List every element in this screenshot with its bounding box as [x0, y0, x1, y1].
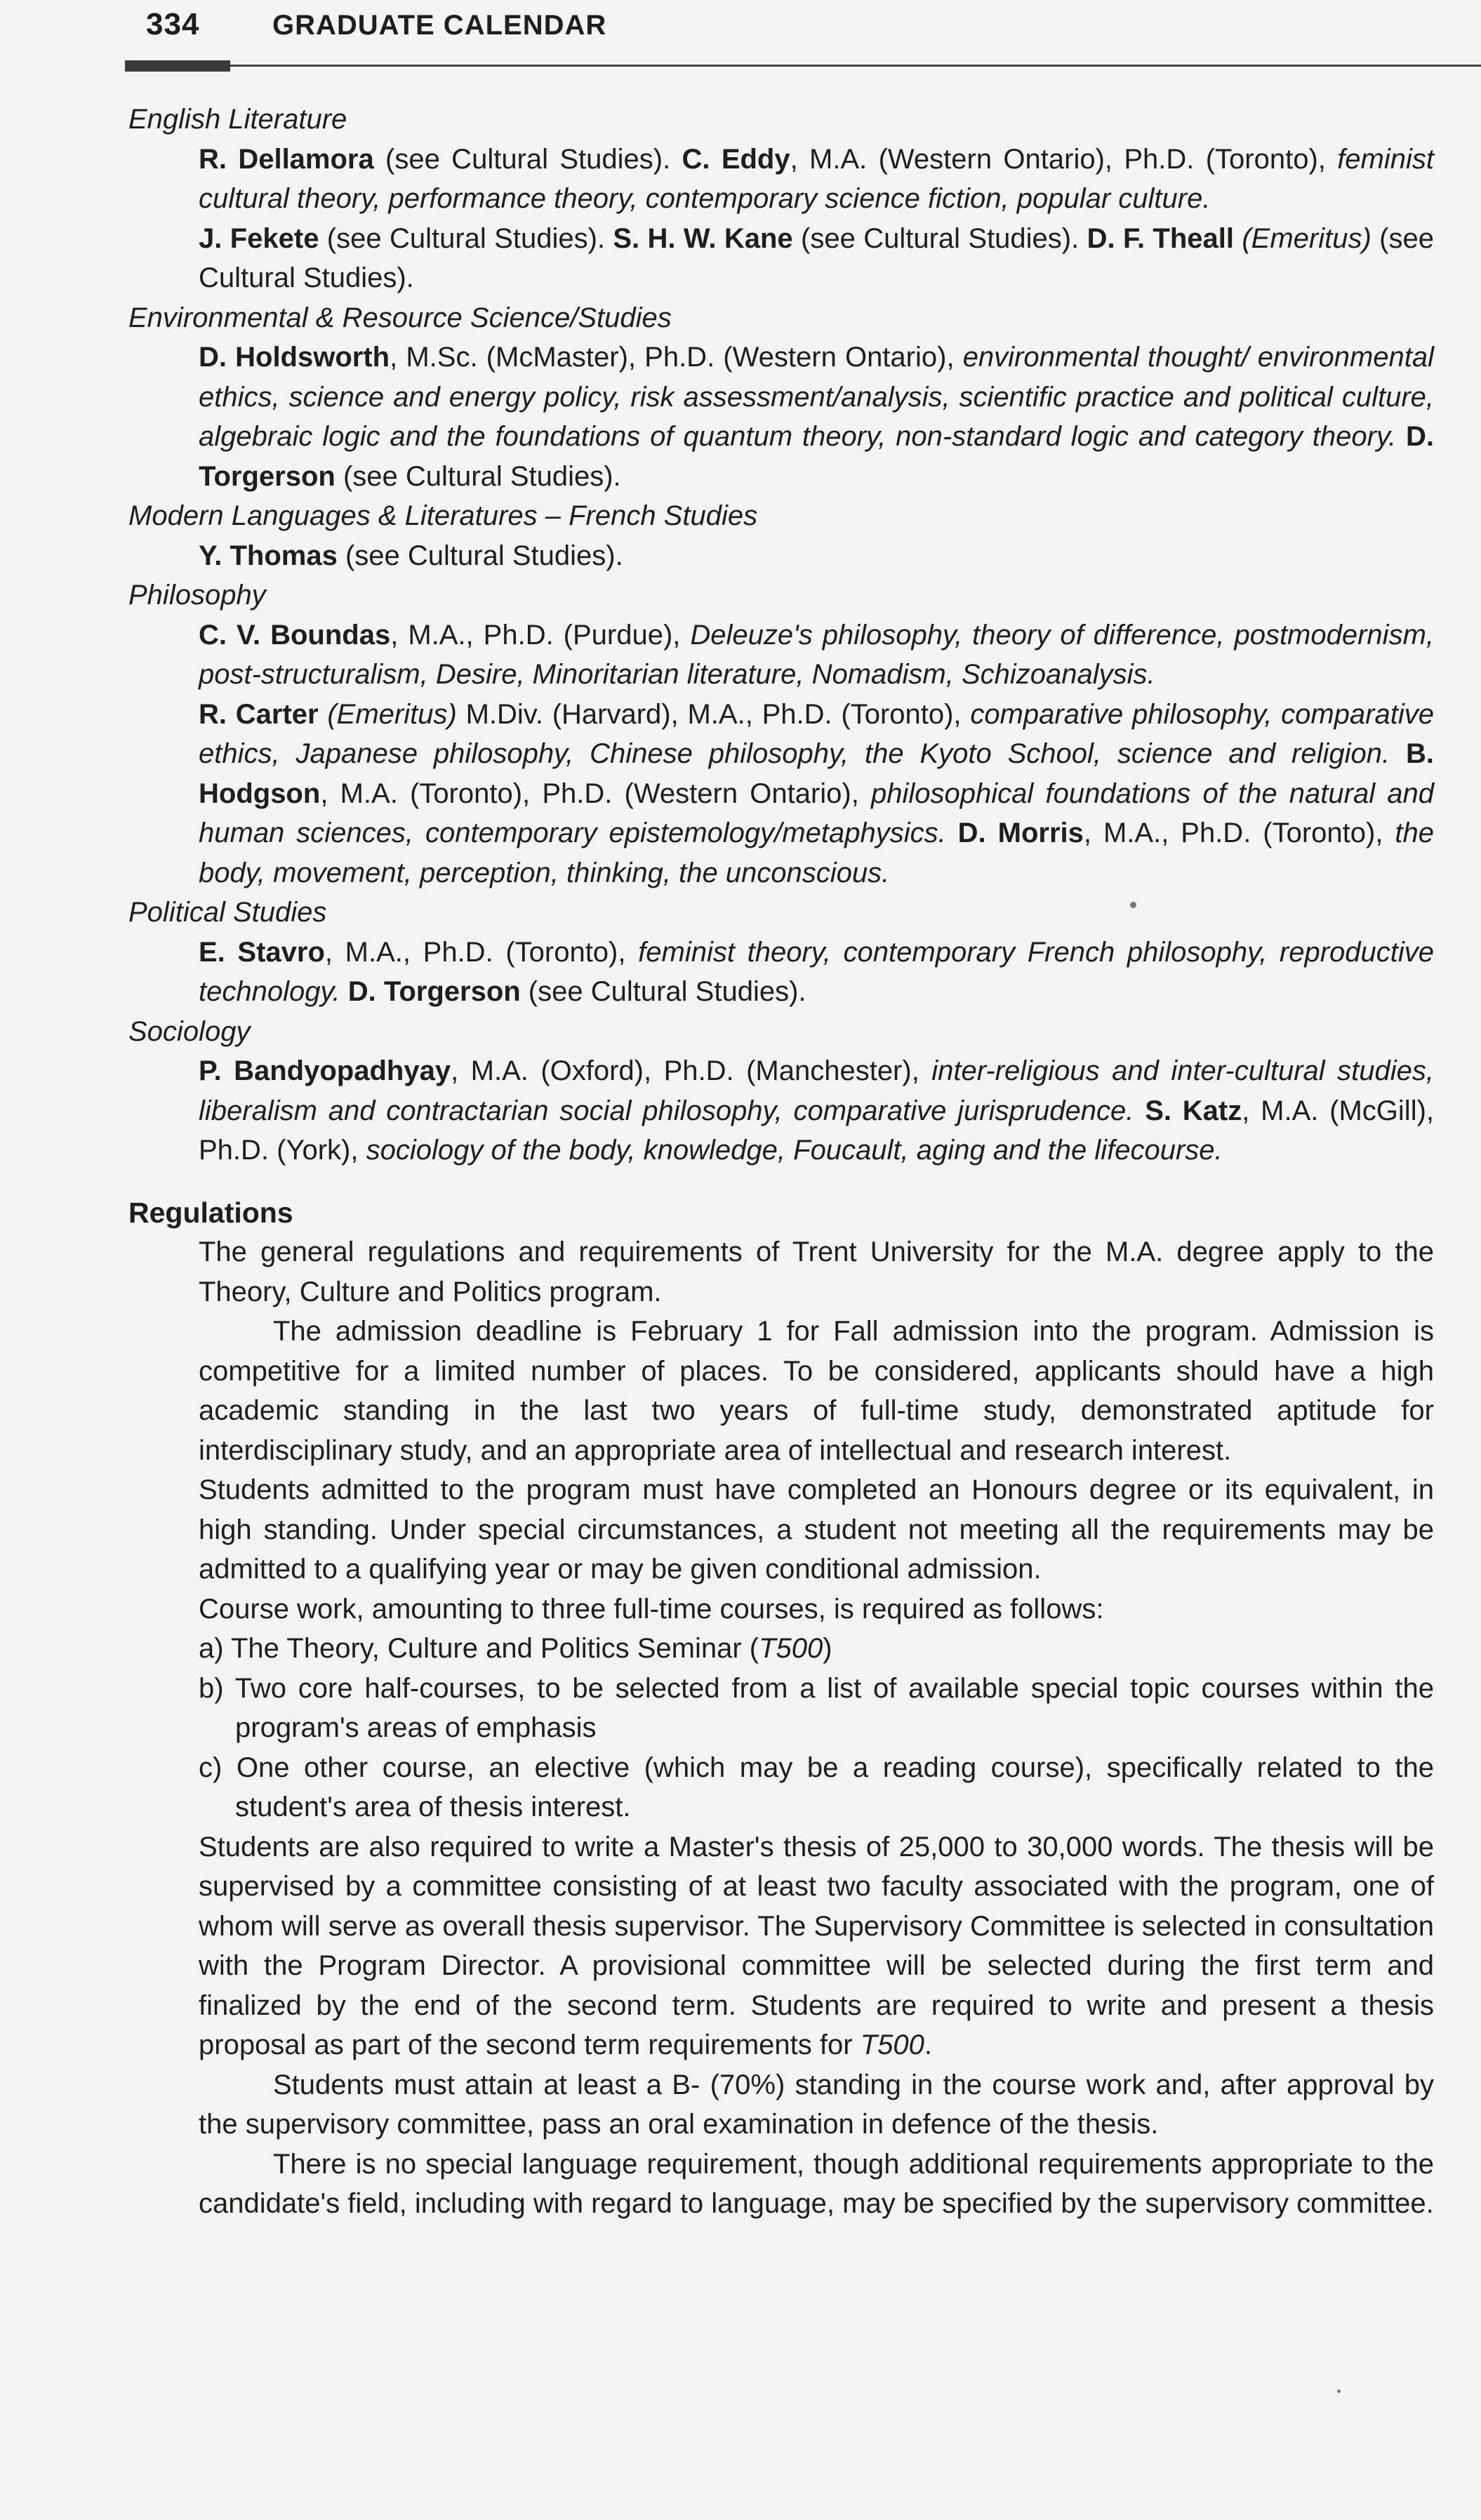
faculty-text [340, 976, 348, 1007]
header-rule-thick [125, 60, 230, 72]
research-interests: comparative philosophy, comparative ethics, Japanese philosophy, Chinese philosophy, the Kyoto School, science and religion. [199, 698, 1434, 769]
faculty-text [1234, 223, 1242, 254]
list-item-text: a) The Theory, Culture and Politics Seminar ( [199, 1633, 759, 1664]
faculty-text: (see Cultural Studies). [792, 222, 1087, 254]
course-code: T500 [759, 1633, 823, 1664]
emeritus-note: (Emeritus) [327, 698, 457, 730]
page-header [125, 6, 1437, 62]
scan-speck [1337, 2389, 1341, 2393]
faculty-text: , M.A. (Western Ontario), Ph.D. (Toronto), [790, 143, 1338, 175]
scan-speck [1130, 902, 1136, 908]
faculty-name: C. Eddy [682, 143, 790, 175]
discipline-heading: Sociology [128, 1015, 251, 1047]
header-rule [230, 65, 1481, 67]
research-interests: feminist theory, contemporary French philosophy, reproductive technology. [199, 936, 1434, 1007]
faculty-text: , M.A., Ph.D. (Purdue), [390, 619, 691, 651]
faculty-name: R. Dellamora [199, 143, 374, 175]
faculty-entry [199, 536, 1434, 576]
course-code: T500 [860, 2029, 924, 2060]
faculty-entry [199, 140, 1434, 298]
faculty-text [1396, 421, 1406, 452]
research-interests: inter-religious and inter-cultural studies, liberalism and contractarian social philosophy, comparative jurisprudence. [199, 1055, 1434, 1126]
faculty-text [1390, 738, 1406, 769]
faculty-name: P. Bandyopadhyay [199, 1055, 451, 1086]
regulations-heading: Regulations [128, 1196, 293, 1229]
language-paragraph: There is no special language requirement, though additional requirements appropriate to the candidate's field, including with regard to language, may be specified by the supervisory committee. [199, 2148, 1434, 2219]
faculty-name: Y. Thomas [199, 540, 338, 571]
running-title: GRADUATE CALENDAR [272, 10, 607, 41]
faculty-name: D. Torgerson [347, 976, 521, 1007]
faculty-text: , M.A. (Toronto), Ph.D. (Western Ontario), [320, 778, 872, 809]
faculty-entry [199, 338, 1434, 496]
faculty-text: (see Cultural Studies). [199, 222, 1434, 293]
research-interests: Deleuze's philosophy, theory of difference, postmodernism, post-structuralism, Desire, Minoritarian literature, Nomadism, Schizoanalysis. [199, 619, 1434, 690]
faculty-text: , M.A. (Oxford), Ph.D. (Manchester), [451, 1055, 932, 1086]
standing-paragraph: Students must attain at least a B- (70%) standing in the course work and, after approval by the supervisory committee, pass an oral examination in defence of the thesis. [199, 2069, 1434, 2140]
page-number: 334 [146, 7, 200, 41]
course-list-item: b) Two core half-courses, to be selected from a list of available special topic courses within the program's areas of emphasis [199, 1672, 1434, 1743]
emeritus-note: (Emeritus) [1242, 222, 1372, 254]
page-content [128, 100, 1434, 2224]
faculty-text: (see Cultural Studies). [373, 143, 682, 175]
discipline-heading: Political Studies [128, 897, 327, 928]
faculty-name: D. F. Theall [1087, 222, 1234, 254]
faculty-name: B. Hodgson [199, 738, 1434, 809]
course-work-intro: Course work, amounting to three full-time courses, is required as follows: [199, 1593, 1104, 1625]
regulations-paragraph: The general regulations and requirements of Trent University for the M.A. degree apply to the Theory, Culture and Politics program. [199, 1236, 1434, 1307]
faculty-entry [199, 695, 1434, 893]
faculty-name: C. V. Boundas [199, 619, 391, 651]
faculty-text: (see Cultural Studies). [335, 460, 621, 492]
discipline-heading: English Literature [128, 104, 347, 135]
faculty-text: M.Div. (Harvard), M.A., Ph.D. (Toronto), [456, 698, 971, 730]
faculty-entry [199, 615, 1434, 695]
research-interests: the body, movement, perception, thinking, the unconscious. [199, 818, 1435, 888]
faculty-text: (see Cultural Studies). [520, 976, 806, 1007]
faculty-text [1134, 1095, 1145, 1126]
faculty-name: D. Holdsworth [199, 342, 390, 373]
research-interests: philosophical foundations of the natural and human sciences, contemporary epistemology/metaphysics. [199, 778, 1435, 848]
faculty-name: R. Carter [199, 698, 319, 730]
faculty-text: , M.Sc. (McMaster), Ph.D. (Western Ontario), [390, 342, 963, 373]
faculty-entry [199, 933, 1434, 1012]
research-interests: feminist cultural theory, performance theory, contemporary science fiction, popular culture. [199, 143, 1434, 214]
thesis-text: Students are also required to write a Master's thesis of 25,000 to 30,000 words. The thesis will be supervised by a committee consisting of at least two faculty associated with the program, one of whom will serve as overall thesis supervisor. The Supervisory Committee is selected in consultation with the Program Director. A provisional committee will be selected during the first term and finalized by the end of the second term. Students are required to write and present a thesis proposal as part of the second term requirements for [199, 1831, 1434, 2060]
list-item-text: ) [823, 1633, 832, 1664]
research-interests: environmental thought/ environmental ethics, science and energy policy, risk assessment/analysis, scientific practice and political culture, algebraic logic and the foundations of quantum theory, non-standard logic and category theory. [199, 342, 1435, 452]
faculty-name: S. H. W. Kane [613, 222, 793, 254]
faculty-name: D. Torgerson [199, 421, 1434, 492]
thesis-text: . [924, 2029, 932, 2060]
discipline-heading: Philosophy [128, 580, 266, 611]
admission-paragraph: The admission deadline is February 1 for Fall admission into the program. Admission is competitive for a limited number of places. To be considered, applicants should have a high academic standing in the last two years of full-time study, demonstrated aptitude for interdisciplinary study, and an appropriate area of intellectual and research interest. [199, 1316, 1434, 1466]
faculty-text: , M.A., Ph.D. (Toronto), [1083, 818, 1395, 848]
requirements-paragraph: Students admitted to the program must have completed an Honours degree or its equivalent, in high standing. Under special circumstances, a student not meeting all the requirements may be admitted to a qualifying year or may be given conditional admission. [199, 1474, 1434, 1585]
faculty-name: E. Stavro [199, 936, 325, 968]
course-list-item: c) One other course, an elective (which may be a reading course), specifically related to the student's area of thesis interest. [199, 1752, 1434, 1822]
regulations-body [199, 1232, 1434, 2224]
faculty-entry [199, 1051, 1434, 1171]
course-list-item [199, 1629, 1434, 1669]
faculty-text: , M.A., Ph.D. (Toronto), [324, 936, 639, 968]
faculty-name: D. Morris [957, 818, 1084, 848]
faculty-text [319, 699, 328, 730]
discipline-heading: Environmental & Resource Science/Studies [128, 302, 672, 333]
research-interests: sociology of the body, knowledge, Foucault, aging and the lifecourse. [366, 1135, 1223, 1166]
discipline-heading: Modern Languages & Literatures – French Studies [128, 500, 758, 531]
faculty-text: , M.A. (McGill), Ph.D. (York), [199, 1095, 1435, 1166]
thesis-paragraph [199, 1827, 1434, 2065]
faculty-name: J. Fekete [199, 222, 319, 254]
faculty-text: (see Cultural Studies). [319, 222, 613, 254]
faculty-text: (see Cultural Studies). [337, 540, 623, 571]
faculty-text [946, 818, 958, 848]
faculty-name: S. Katz [1145, 1095, 1242, 1126]
